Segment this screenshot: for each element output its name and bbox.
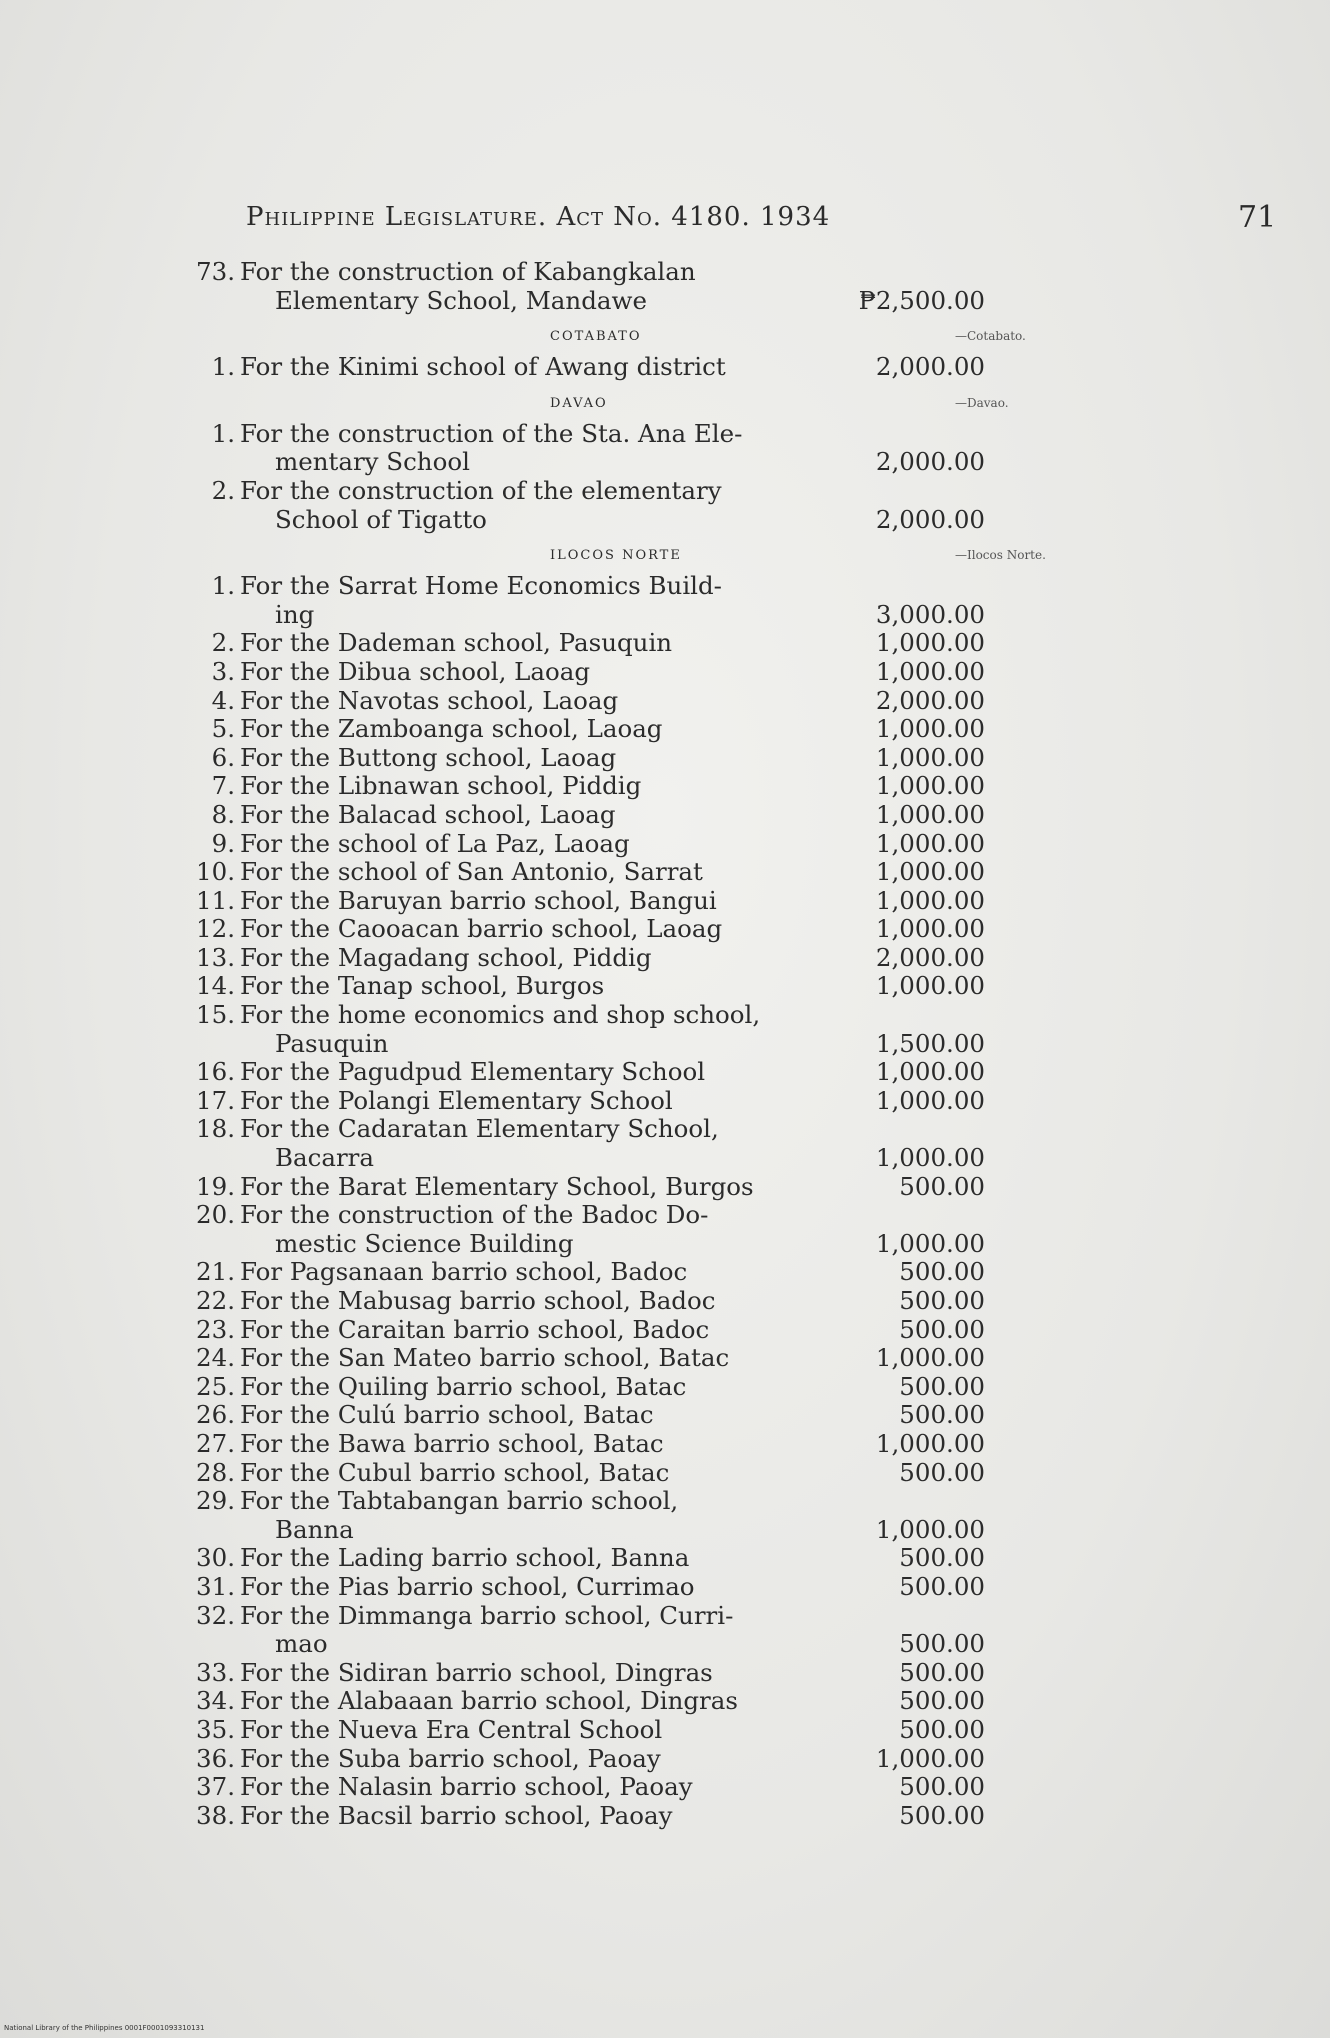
item-number: 13.	[196, 942, 235, 972]
item-amount: 2,000.00	[875, 447, 985, 477]
list-item	[180, 1687, 1180, 1716]
list-item-continuation	[180, 601, 1180, 630]
item-description	[240, 1201, 960, 1230]
item-description-text: For the Mabusag barrio school, Badoc	[240, 1286, 716, 1315]
item-amount: 1,000.00	[875, 714, 985, 744]
section-heading-text: COTABATO	[550, 329, 642, 345]
list-item	[180, 772, 1180, 801]
item-description-text: For the Baruyan barrio school, Bangui	[240, 885, 717, 915]
item-number: 7.	[211, 771, 235, 801]
item-description-text: ing	[275, 599, 315, 629]
item-number: 15.	[196, 1000, 235, 1030]
item-description-text: For the Dademan school, Pasuquin	[240, 628, 673, 658]
list-item-continuation	[180, 1630, 1180, 1659]
item-description-text: mao	[275, 1629, 328, 1659]
item-description	[240, 1001, 960, 1030]
item-amount: 500.00	[899, 1800, 985, 1830]
list-item	[180, 1602, 1180, 1631]
list-item	[180, 1001, 1180, 1030]
list-item	[180, 944, 1180, 973]
item-description-text: For the Suba barrio school, Paoay	[240, 1743, 661, 1773]
list-item	[180, 1401, 1180, 1430]
item-amount: 500.00	[899, 1400, 985, 1430]
item-amount: 1,000.00	[875, 1057, 985, 1087]
list-item	[180, 1430, 1180, 1459]
item-number: 38.	[196, 1800, 235, 1830]
item-description-text: Pasuquin	[275, 1028, 389, 1058]
item-number: 32.	[196, 1600, 235, 1630]
item-description-text: For the Lading barrio school, Banna	[240, 1543, 690, 1573]
item-description	[240, 477, 960, 506]
item-description-text: mestic Science Building	[275, 1228, 574, 1258]
item-description-text: mentary School	[275, 447, 470, 477]
source-stamp: National Library of the Philippines 0001F0001093310131	[4, 2024, 205, 2032]
margin-note: —Cotabato.	[955, 329, 1026, 344]
list-item-continuation	[180, 1230, 1180, 1259]
list-item-continuation	[180, 1144, 1180, 1173]
item-amount: 1,000.00	[875, 828, 985, 858]
item-amount: ₱2,500.00	[858, 285, 985, 315]
item-amount: 1,000.00	[875, 1085, 985, 1115]
list-item	[180, 687, 1180, 716]
item-amount: 1,000.00	[875, 799, 985, 829]
item-number: 8.	[211, 799, 235, 829]
section-heading	[180, 315, 1180, 353]
item-description-text: For the Kinimi school of Awang district	[240, 352, 726, 382]
item-number: 17.	[196, 1085, 235, 1115]
item-amount: 1,500.00	[875, 1028, 985, 1058]
item-amount: 1,000.00	[875, 1228, 985, 1258]
item-description-text: For the Libnawan school, Piddig	[240, 771, 642, 801]
item-description-text: For the construction of the Sta. Ana Ele-	[240, 418, 743, 448]
item-description	[240, 1602, 960, 1631]
list-item-continuation	[180, 506, 1180, 535]
item-amount: 500.00	[899, 1629, 985, 1659]
item-description-text: Elementary School, Mandawe	[275, 285, 647, 315]
list-item	[180, 1373, 1180, 1402]
item-number: 23.	[196, 1314, 235, 1344]
item-description-text: For the Bawa barrio school, Batac	[240, 1428, 664, 1458]
item-description	[240, 572, 960, 601]
item-amount: 3,000.00	[875, 599, 985, 629]
item-description-text: For the Sarrat Home Economics Build-	[240, 571, 722, 601]
list-item	[180, 1115, 1180, 1144]
item-number: 5.	[211, 714, 235, 744]
item-amount: 500.00	[899, 1657, 985, 1687]
item-amount: 1,000.00	[875, 885, 985, 915]
item-number: 28.	[196, 1457, 235, 1487]
item-description-text: For the Tanap school, Burgos	[240, 971, 605, 1001]
item-amount: 2,000.00	[875, 942, 985, 972]
item-amount: 1,000.00	[875, 742, 985, 772]
item-number: 26.	[196, 1400, 235, 1430]
item-number: 27.	[196, 1428, 235, 1458]
item-description-text: For the Sidiran barrio school, Dingras	[240, 1657, 713, 1687]
item-description-text: For the Culú barrio school, Batac	[240, 1400, 654, 1430]
list-item-continuation	[180, 448, 1180, 477]
list-item	[180, 1544, 1180, 1573]
list-item	[180, 1058, 1180, 1087]
item-number: 33.	[196, 1657, 235, 1687]
item-amount: 500.00	[899, 1314, 985, 1344]
item-number: 36.	[196, 1743, 235, 1773]
item-description-text: Banna	[275, 1514, 354, 1544]
margin-note: —Davao.	[955, 395, 1009, 410]
item-number: 21.	[196, 1257, 235, 1287]
appropriation-list	[180, 258, 1180, 1830]
section-heading-text: DAVAO	[550, 395, 608, 411]
list-item	[180, 477, 1180, 506]
list-item	[180, 420, 1180, 449]
item-number: 16.	[196, 1057, 235, 1087]
item-amount: 1,000.00	[875, 1343, 985, 1373]
list-item	[180, 1316, 1180, 1345]
list-item	[180, 887, 1180, 916]
item-description-text: For the Nueva Era Central School	[240, 1714, 663, 1744]
item-amount: 500.00	[899, 1286, 985, 1315]
item-amount: 1,000.00	[875, 1743, 985, 1773]
item-description-text: For the Quiling barrio school, Batac	[240, 1371, 687, 1401]
item-description-text: For the Barat Elementary School, Burgos	[240, 1171, 754, 1201]
list-item	[180, 572, 1180, 601]
item-description-text: For the Cadaratan Elementary School,	[240, 1114, 719, 1144]
item-description-text: For the school of San Antonio, Sarrat	[240, 857, 703, 887]
section-heading-text: ILOCOS NORTE	[550, 548, 682, 564]
list-item	[180, 915, 1180, 944]
item-number: 18.	[196, 1114, 235, 1144]
section-heading	[180, 382, 1180, 420]
item-number: 35.	[196, 1714, 235, 1744]
item-number: 14.	[196, 971, 235, 1001]
item-number: 1.	[211, 571, 235, 601]
item-amount: 1,000.00	[875, 914, 985, 944]
item-amount: 500.00	[899, 1171, 985, 1201]
list-item	[180, 801, 1180, 830]
list-item	[180, 629, 1180, 658]
item-description-text: For the Navotas school, Laoag	[240, 685, 619, 715]
item-amount: 500.00	[899, 1571, 985, 1601]
item-description-text: For Pagsanaan barrio school, Badoc	[240, 1257, 688, 1287]
item-number: 2.	[211, 628, 235, 658]
item-amount: 1,000.00	[875, 1428, 985, 1458]
item-description	[240, 1487, 960, 1516]
running-title: Philippine Legislature. Act No. 4180. 1934	[246, 202, 831, 232]
item-description-text: For the Dimmanga barrio school, Curri-	[240, 1600, 734, 1630]
list-item-continuation	[180, 287, 1180, 316]
item-amount: 1,000.00	[875, 971, 985, 1001]
list-item	[180, 1459, 1180, 1488]
section-heading	[180, 534, 1180, 572]
item-description-text: For the home economics and shop school,	[240, 1000, 761, 1030]
list-item	[180, 830, 1180, 859]
list-item	[180, 1087, 1180, 1116]
item-description-text: For the school of La Paz, Laoag	[240, 828, 630, 858]
item-description-text: For the Caooacan barrio school, Laoag	[240, 914, 723, 944]
item-description-text: Bacarra	[275, 1143, 374, 1173]
item-amount: 1,000.00	[875, 656, 985, 686]
item-description-text: For the Caraitan barrio school, Badoc	[240, 1314, 710, 1344]
item-description-text: For the Balacad school, Laoag	[240, 799, 616, 829]
list-item	[180, 1773, 1180, 1802]
list-item	[180, 1573, 1180, 1602]
list-item	[180, 1659, 1180, 1688]
item-amount: 500.00	[899, 1686, 985, 1716]
list-item	[180, 258, 1180, 287]
item-description-text: For the Buttong school, Laoag	[240, 742, 617, 772]
item-number: 24.	[196, 1343, 235, 1373]
item-amount: 1,000.00	[875, 628, 985, 658]
item-number: 1.	[211, 352, 235, 382]
item-amount: 500.00	[899, 1543, 985, 1573]
item-amount: 2,000.00	[875, 685, 985, 715]
item-number: 12.	[196, 914, 235, 944]
list-item	[180, 858, 1180, 887]
list-item	[180, 1344, 1180, 1373]
list-item-continuation	[180, 1516, 1180, 1545]
list-item	[180, 1487, 1180, 1516]
item-amount: 1,000.00	[875, 1514, 985, 1544]
item-number: 10.	[196, 857, 235, 887]
list-item	[180, 715, 1180, 744]
item-description-text: For the construction of Kabangkalan	[240, 257, 696, 286]
item-amount: 1,000.00	[875, 857, 985, 887]
item-amount: 500.00	[899, 1457, 985, 1487]
list-item	[180, 1802, 1180, 1831]
list-item	[180, 1258, 1180, 1287]
item-description-text: For the construction of the elementary	[240, 475, 722, 505]
item-description	[240, 1115, 960, 1144]
item-description-text: For the Cubul barrio school, Batac	[240, 1457, 670, 1487]
item-number: 4.	[211, 685, 235, 715]
item-description-text: For the Pias barrio school, Currimao	[240, 1571, 695, 1601]
item-description-text: For the San Mateo barrio school, Batac	[240, 1343, 730, 1373]
item-number: 3.	[211, 656, 235, 686]
item-number: 30.	[196, 1543, 235, 1573]
item-description-text: For the Nalasin barrio school, Paoay	[240, 1772, 693, 1802]
item-amount: 2,000.00	[875, 352, 985, 382]
item-number: 22.	[196, 1286, 235, 1315]
item-description-text: For the Polangi Elementary School	[240, 1085, 673, 1115]
item-description-text: For the Bacsil barrio school, Paoay	[240, 1800, 673, 1830]
item-description-text: For the Zamboanga school, Laoag	[240, 714, 663, 744]
item-number: 1.	[211, 418, 235, 448]
item-description-text: For the construction of the Badoc Do-	[240, 1200, 709, 1230]
item-number: 2.	[211, 475, 235, 505]
list-item	[180, 1287, 1180, 1316]
item-number: 20.	[196, 1200, 235, 1230]
item-number: 19.	[196, 1171, 235, 1201]
item-number: 29.	[196, 1486, 235, 1516]
item-number: 37.	[196, 1772, 235, 1802]
item-number: 6.	[211, 742, 235, 772]
item-description-text: For the Tabtabangan barrio school,	[240, 1486, 679, 1516]
list-item	[180, 744, 1180, 773]
item-amount: 500.00	[899, 1772, 985, 1802]
list-item	[180, 972, 1180, 1001]
list-item	[180, 1716, 1180, 1745]
list-item	[180, 658, 1180, 687]
item-number: 25.	[196, 1371, 235, 1401]
page-number: 71	[1238, 200, 1277, 235]
list-item	[180, 353, 1180, 382]
list-item	[180, 1745, 1180, 1774]
item-description	[240, 258, 960, 287]
item-amount: 2,000.00	[875, 504, 985, 534]
item-number: 73.	[196, 257, 235, 286]
list-item-continuation	[180, 1030, 1180, 1059]
list-item	[180, 1173, 1180, 1202]
item-description-text: For the Alabaaan barrio school, Dingras	[240, 1686, 738, 1716]
item-description	[240, 420, 960, 449]
item-number: 34.	[196, 1686, 235, 1716]
item-number: 11.	[196, 885, 235, 915]
item-number: 31.	[196, 1571, 235, 1601]
item-number: 9.	[211, 828, 235, 858]
margin-note: —Ilocos Norte.	[955, 548, 1046, 563]
item-amount: 500.00	[899, 1371, 985, 1401]
page-header	[246, 202, 1276, 242]
item-description-text: School of Tigatto	[275, 504, 487, 534]
item-amount: 1,000.00	[875, 771, 985, 801]
item-amount: 500.00	[899, 1714, 985, 1744]
item-amount: 1,000.00	[875, 1143, 985, 1173]
item-description-text: For the Dibua school, Laoag	[240, 656, 591, 686]
item-description-text: For the Pagudpud Elementary School	[240, 1057, 706, 1087]
item-amount: 500.00	[899, 1257, 985, 1287]
list-item	[180, 1201, 1180, 1230]
item-description-text: For the Magadang school, Piddig	[240, 942, 652, 972]
